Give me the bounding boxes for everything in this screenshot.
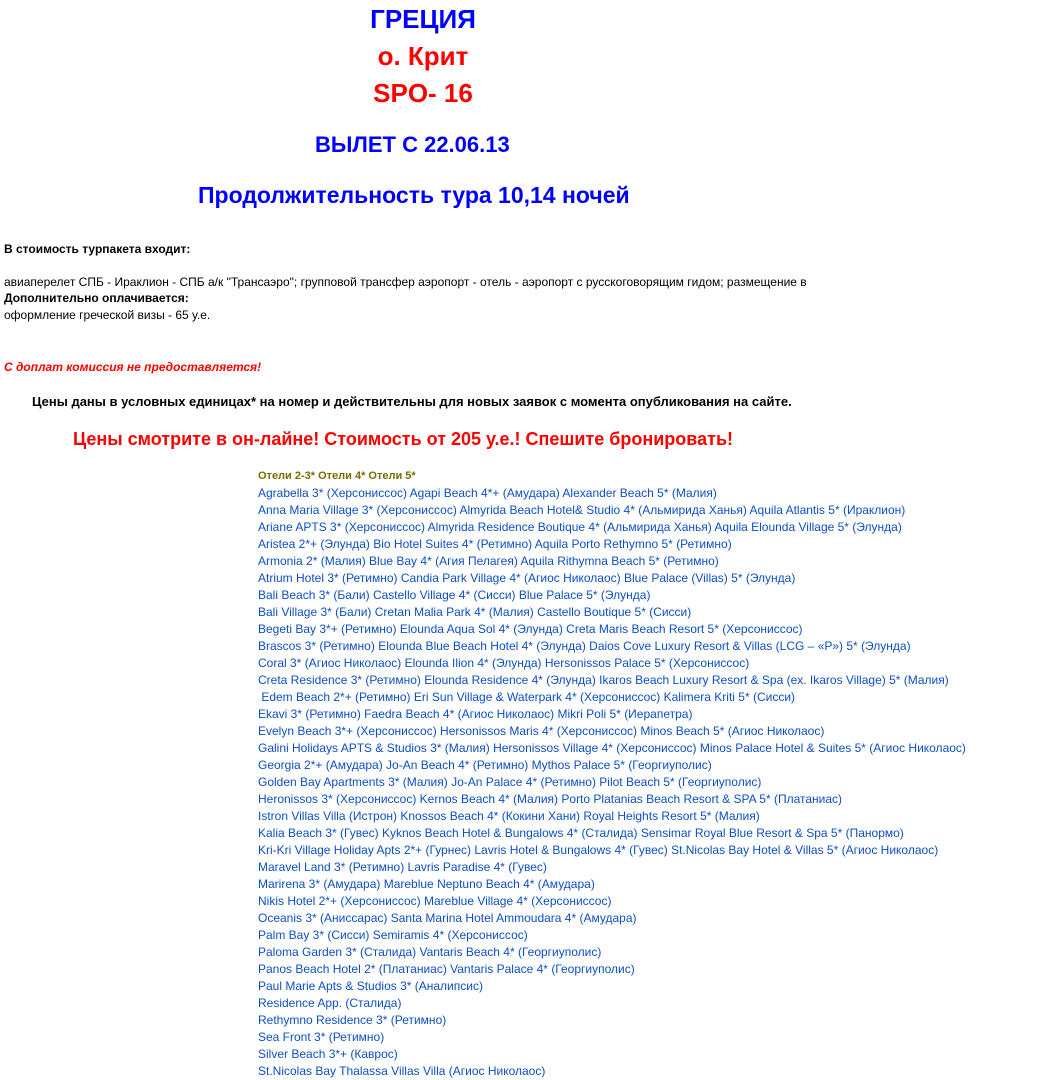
hotel-link[interactable]: Paloma Garden 3* (Сталида) Vantaris Beach 4* (Георгиуполис) [258, 945, 602, 959]
hotel-link[interactable]: Georgia 2*+ (Амудара) Jo-An Beach 4* (Ретимно) Mythos Palace 5* (Георгиуполис) [258, 758, 712, 772]
hotel-link[interactable]: Marirena 3* (Амудара) Mareblue Neptuno Beach 4* (Амудара) [258, 877, 595, 891]
extra-label: Дополнительно оплачивается: [4, 291, 189, 305]
island-title: о. Крит [377, 41, 469, 71]
country-title: ГРЕЦИЯ [370, 4, 476, 34]
hotel-link[interactable]: Kalia Beach 3* (Гувес) Kyknos Beach Hotel & Bungalows 4* (Сталида) Sensimar Royal Blue Resort & Spa 5* (Панормо) [258, 826, 904, 840]
included-label: В стоимость турпакета входит: [4, 242, 191, 256]
extra-text: оформление греческой визы - 65 у.е. [4, 308, 211, 322]
hotel-link[interactable]: Palm Bay 3* (Сисси) Semiramis 4* (Херсониссос) [258, 928, 528, 942]
hotel-link[interactable]: Ariane APTS 3* (Херсониссос) Almyrida Residence Boutique 4* (Альмирида Ханья) Aquila Elounda Village 5* (Элунда) [258, 520, 902, 534]
hotel-list [258, 468, 966, 1080]
hotel-link[interactable]: Edem Beach 2*+ (Ретимно) Eri Sun Village & Waterpark 4* (Херсониссос) Kalimera Kriti 5* (Сисси) [258, 690, 796, 704]
online-note: Цены смотрите в он-лайне! Стоимость от 205 у.е.! Спешите бронировать! [73, 429, 734, 449]
hotel-link[interactable]: Kri-Kri Village Holiday Apts 2*+ (Гурнес) Lavris Hotel & Bungalows 4* (Гувес) St.Nicolas Bay Hotel & Villas 5* (Агиос Николаос) [258, 843, 939, 857]
hotel-list-header: Отели 2-3* Отели 4* Отели 5* [258, 470, 416, 482]
hotel-link[interactable]: Istron Villas Villa (Истрон) Knossos Beach 4* (Кокини Хани) Royal Heights Resort 5* (Малия) [258, 809, 760, 823]
tour-duration: Продолжительность тура 10,14 ночей [198, 182, 630, 208]
hotel-link[interactable]: Anna Maria Village 3* (Херсониссос) Almyrida Beach Hotel& Studio 4* (Альмирида Ханья) Aquila Atlantis 5* (Ираклион) [258, 503, 906, 517]
hotel-link[interactable]: Coral 3* (Агиос Николаос) Elounda Ilion 4* (Элунда) Hersonissos Palace 5* (Херсониссос) [258, 656, 750, 670]
hotel-link[interactable]: Residence App. (Сталида) [258, 996, 402, 1010]
hotel-link[interactable]: Galini Holidays APTS & Studios 3* (Малия) Hersonissos Village 4* (Херсониссос) Minos Palace Hotel & Suites 5* (Агиос Николаос) [258, 741, 966, 755]
hotel-link[interactable]: Bali Village 3* (Бали) Cretan Malia Park 4* (Малия) Castello Boutique 5* (Сисси) [258, 605, 692, 619]
hotel-link[interactable]: Sea Front 3* (Ретимно) [258, 1030, 385, 1044]
hotel-link[interactable]: Agrabella 3* (Херсониссос) Agapi Beach 4*+ (Амудара) Alexander Beach 5* (Малия) [258, 486, 717, 500]
prices-note: Цены даны в условных единицах* на номер и действительны для новых заявок с момента опубликования на сайте. [32, 394, 792, 409]
hotel-link[interactable]: St.Nicolas Bay Thalassa Villas Villa (Агиос Николаос) [258, 1064, 546, 1078]
hotel-link[interactable]: Golden Bay Apartments 3* (Малия) Jo-An Palace 4* (Ретимно) Pilot Beach 5* (Георгиуполис) [258, 775, 762, 789]
hotel-link[interactable]: Maravel Land 3* (Ретимно) Lavris Paradise 4* (Гувес) [258, 860, 547, 874]
hotel-link[interactable]: Armonia 2* (Малия) Blue Bay 4* (Агия Пелагея) Aquila Rithymna Beach 5* (Ретимно) [258, 554, 719, 568]
hotel-link[interactable]: Atrium Hotel 3* (Ретимно) Candia Park Village 4* (Агиос Николаос) Blue Palace (Villas) 5* (Элунда) [258, 571, 796, 585]
hotel-link[interactable]: Begeti Bay 3*+ (Ретимно) Elounda Aqua Sol 4* (Элунда) Creta Maris Beach Resort 5* (Херсониссос) [258, 622, 803, 636]
hotel-link[interactable]: Brascos 3* (Ретимно) Elounda Blue Beach Hotel 4* (Элунда) Daios Cove Luxury Resort & Villas (LCG – «P») 5* (Элунда) [258, 639, 911, 653]
hotel-link[interactable]: Oceanis 3* (Аниссарас) Santa Marina Hotel Ammoudara 4* (Амудара) [258, 911, 637, 925]
departure-date: ВЫЛЕТ С 22.06.13 [315, 132, 510, 157]
hotel-link[interactable]: Panos Beach Hotel 2* (Платаниас) Vantaris Palace 4* (Георгиуполис) [258, 962, 635, 976]
hotel-link[interactable]: Paul Marie Apts & Studios 3* (Аналипсис) [258, 979, 483, 993]
hotel-link[interactable]: Evelyn Beach 3*+ (Херсониссос) Hersonissos Maris 4* (Херсониссос) Minos Beach 5* (Агиос Николаос) [258, 724, 825, 738]
hotel-link[interactable]: Creta Residence 3* (Ретимно) Elounda Residence 4* (Элунда) Ikaros Beach Luxury Resort & Spa (ex. Ikaros Village) 5* (Малия) [258, 673, 949, 687]
spo-title: SPO- 16 [373, 78, 473, 108]
included-text: авиаперелет СПБ - Ираклион - СПБ а/к "Трансаэро"; групповой трансфер аэропорт - отель - аэропорт с русскоговорящим гидом; размещение в [4, 275, 807, 289]
hotel-link[interactable]: Bali Beach 3* (Бали) Castello Village 4* (Сисси) Blue Palace 5* (Элунда) [258, 588, 651, 602]
hotel-link[interactable]: Silver Beach 3*+ (Каврос) [258, 1047, 398, 1061]
hotel-link[interactable]: Rethymno Residence 3* (Ретимно) [258, 1013, 447, 1027]
hotel-link[interactable]: Nikis Hotel 2*+ (Херсониссос) Mareblue Village 4* (Херсониссос) [258, 894, 612, 908]
hotel-link[interactable]: Heronissos 3* (Херсониссос) Kernos Beach 4* (Малия) Porto Platanias Beach Resort & SPA 5* (Платаниас) [258, 792, 843, 806]
hotel-link[interactable]: Aristea 2*+ (Элунда) Bio Hotel Suites 4* (Ретимно) Aquila Porto Rethymno 5* (Ретимно) [258, 537, 732, 551]
hotel-link[interactable]: Ekavi 3* (Ретимно) Faedra Beach 4* (Агиос Николаос) Mikri Poli 5* (Иерапетра) [258, 707, 693, 721]
commission-note: С доплат комиссия не предоставляется! [4, 360, 262, 374]
